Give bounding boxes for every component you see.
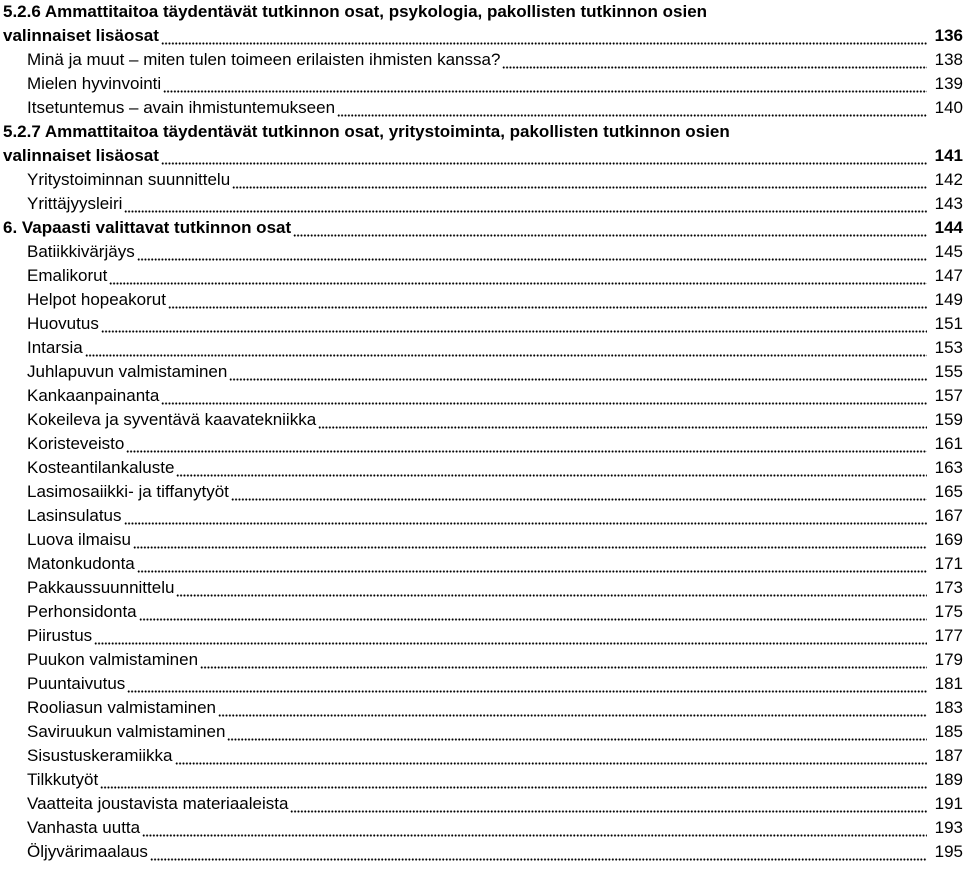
dot-leader	[175, 750, 928, 768]
toc-entry-page: 159	[934, 410, 963, 429]
toc-entry-page: 173	[934, 578, 963, 597]
dot-leader	[124, 510, 927, 528]
dot-leader	[150, 846, 927, 864]
dot-leader	[200, 654, 927, 672]
toc-entry[interactable]	[3, 48, 963, 72]
toc-entry-page: 153	[934, 338, 963, 357]
toc-entry[interactable]	[3, 456, 963, 480]
toc-entry-page: 139	[934, 74, 963, 93]
dot-leader	[101, 318, 927, 336]
toc-entry[interactable]	[3, 336, 963, 360]
toc-entry-page: 195	[934, 842, 963, 861]
toc-entry-page: 169	[934, 530, 963, 549]
dot-leader	[168, 294, 927, 312]
toc-entry-page: 175	[934, 602, 963, 621]
dot-leader	[94, 630, 927, 648]
toc-entry-page: 177	[934, 626, 963, 645]
toc-entry-title: Helpot hopeakorut	[27, 290, 166, 309]
dot-leader	[85, 342, 927, 360]
dot-leader	[502, 54, 927, 72]
dot-leader	[161, 150, 927, 168]
toc-entry-page: 191	[934, 794, 963, 813]
toc-entry-title: Batiikkivärjäys	[27, 242, 135, 261]
toc-entry-page: 161	[934, 434, 963, 453]
toc-entry-title: Saviruukun valmistaminen	[27, 722, 226, 741]
toc-entry-title: 6. Vapaasti valittavat tutkinnon osat	[3, 218, 292, 237]
toc-entry-page: 163	[934, 458, 963, 477]
dot-leader	[337, 102, 927, 120]
toc-entry[interactable]	[3, 0, 963, 48]
toc-entry[interactable]	[3, 216, 963, 240]
toc-entry-heading-line: 5.2.7 Ammattitaitoa täydentävät tutkinnon osat, yritystoiminta, pakollisten tutkinnon osien	[3, 122, 730, 141]
toc-entry-heading-line: 5.2.6 Ammattitaitoa täydentävät tutkinnon osat, psykologia, pakollisten tutkinnon osien	[3, 2, 708, 21]
toc-entry[interactable]	[3, 432, 963, 456]
dot-leader	[227, 726, 927, 744]
dot-leader	[142, 822, 927, 840]
dot-leader	[232, 174, 927, 192]
toc-entry[interactable]	[3, 744, 963, 768]
toc-entry[interactable]	[3, 624, 963, 648]
dot-leader	[163, 78, 927, 96]
toc-entry-page: 138	[934, 50, 963, 69]
toc-entry[interactable]	[3, 576, 963, 600]
dot-leader	[126, 438, 927, 456]
dot-leader	[290, 798, 927, 816]
dot-leader	[124, 198, 927, 216]
toc-entry-page: 189	[934, 770, 963, 789]
toc-entry-page: 181	[934, 674, 963, 693]
toc-entry[interactable]	[3, 264, 963, 288]
toc-entry[interactable]	[3, 648, 963, 672]
toc-entry-page: 143	[934, 194, 963, 213]
toc-entry-page: 140	[934, 98, 963, 117]
toc-entry-title: Perhonsidonta	[27, 602, 137, 621]
toc-entry[interactable]	[3, 120, 963, 168]
toc-entry-title: valinnaiset lisäosat	[3, 26, 159, 45]
dot-leader	[231, 486, 927, 504]
toc-entry[interactable]	[3, 192, 963, 216]
toc-entry-title: Kokeileva ja syventävä kaavatekniikka	[27, 410, 317, 429]
toc-entry[interactable]	[3, 552, 963, 576]
toc-entry-page: 144	[934, 218, 963, 237]
toc-entry-page: 151	[934, 314, 963, 333]
dot-leader	[133, 534, 927, 552]
toc-entry[interactable]	[3, 480, 963, 504]
toc-entry-page: 147	[934, 266, 963, 285]
toc-entry-title: valinnaiset lisäosat	[3, 146, 159, 165]
dot-leader	[137, 246, 927, 264]
toc-entry-title: Luova ilmaisu	[27, 530, 131, 549]
dot-leader	[318, 414, 927, 432]
toc-entry-title: Piirustus	[27, 626, 93, 645]
toc-entry-page: 155	[934, 362, 963, 381]
toc-entry-title: Mielen hyvinvointi	[27, 74, 162, 93]
toc-entry-page: 141	[934, 146, 963, 165]
toc-entry-page: 167	[934, 506, 963, 525]
toc-entry-title: Vanhasta uutta	[27, 818, 141, 837]
toc-entry[interactable]	[3, 600, 963, 624]
toc-entry[interactable]	[3, 96, 963, 120]
toc-entry-page: 183	[934, 698, 963, 717]
dot-leader	[293, 222, 927, 240]
toc-entry[interactable]	[3, 768, 963, 792]
toc-entry-title: Rooliasun valmistaminen	[27, 698, 216, 717]
toc-entry[interactable]	[3, 720, 963, 744]
toc-entry-title: Juhlapuvun valmistaminen	[27, 362, 228, 381]
toc-entry[interactable]	[3, 360, 963, 384]
dot-leader	[229, 366, 927, 384]
toc-entry-page: 149	[934, 290, 963, 309]
toc-entry-page: 142	[934, 170, 963, 189]
toc-entry[interactable]	[3, 840, 963, 864]
toc-entry-title: Sisustuskeramiikka	[27, 746, 173, 765]
toc-entry[interactable]	[3, 384, 963, 408]
toc-entry-title: Puuntaivutus	[27, 674, 126, 693]
toc-entry-page: 179	[934, 650, 963, 669]
toc-entry-title: Öljyvärimaalaus	[27, 842, 148, 861]
toc-entry[interactable]	[3, 528, 963, 552]
toc-entry-page: 136	[934, 26, 963, 45]
toc-entry[interactable]	[3, 240, 963, 264]
toc-entry-page: 165	[934, 482, 963, 501]
toc-entry-title: Tilkkutyöt	[27, 770, 99, 789]
toc-entry[interactable]	[3, 72, 963, 96]
toc-entry[interactable]	[3, 312, 963, 336]
dot-leader	[137, 558, 927, 576]
toc-entry[interactable]	[3, 168, 963, 192]
toc-entry[interactable]	[3, 504, 963, 528]
toc-entry-title: Yrittäjyysleiri	[27, 194, 123, 213]
toc-entry-title: Vaatteita joustavista materiaaleista	[27, 794, 289, 813]
toc-entry-title: Pakkaussuunnittelu	[27, 578, 175, 597]
dot-leader	[218, 702, 927, 720]
toc-entry[interactable]	[3, 288, 963, 312]
dot-leader	[127, 678, 927, 696]
toc-entry-title: Minä ja muut – miten tulen toimeen erilaisten ihmisten kanssa?	[27, 50, 501, 69]
toc-entry-page: 187	[934, 746, 963, 765]
toc-entry[interactable]	[3, 816, 963, 840]
toc-entry-title: Lasinsulatus	[27, 506, 122, 525]
dot-leader	[176, 582, 927, 600]
dot-leader	[109, 270, 927, 288]
toc-entry[interactable]	[3, 672, 963, 696]
toc-entry-page: 193	[934, 818, 963, 837]
dot-leader	[100, 774, 927, 792]
dot-leader	[139, 606, 927, 624]
toc-entry-page: 145	[934, 242, 963, 261]
toc-entry[interactable]	[3, 792, 963, 816]
toc-entry-title: Kankaanpainanta	[27, 386, 160, 405]
dot-leader	[161, 30, 927, 48]
toc-entry-title: Koristeveisto	[27, 434, 125, 453]
toc-entry-title: Huovutus	[27, 314, 99, 333]
toc-entry-title: Emalikorut	[27, 266, 108, 285]
dot-leader	[176, 462, 927, 480]
toc-entry-title: Matonkudonta	[27, 554, 135, 573]
toc-entry[interactable]	[3, 408, 963, 432]
toc-entry-title: Kosteantilankaluste	[27, 458, 175, 477]
dot-leader	[161, 390, 927, 408]
toc-entry-page: 185	[934, 722, 963, 741]
toc-entry-title: Lasimosaiikki- ja tiffanytyöt	[27, 482, 229, 501]
toc-entry-page: 171	[934, 554, 963, 573]
toc-entry-title: Puukon valmistaminen	[27, 650, 199, 669]
toc-entry[interactable]	[3, 696, 963, 720]
toc-entry-title: Intarsia	[27, 338, 83, 357]
toc-entry-page: 157	[934, 386, 963, 405]
toc-entry-title: Itsetuntemus – avain ihmistuntemukseen	[27, 98, 336, 117]
toc-entry-title: Yritystoiminnan suunnittelu	[27, 170, 231, 189]
